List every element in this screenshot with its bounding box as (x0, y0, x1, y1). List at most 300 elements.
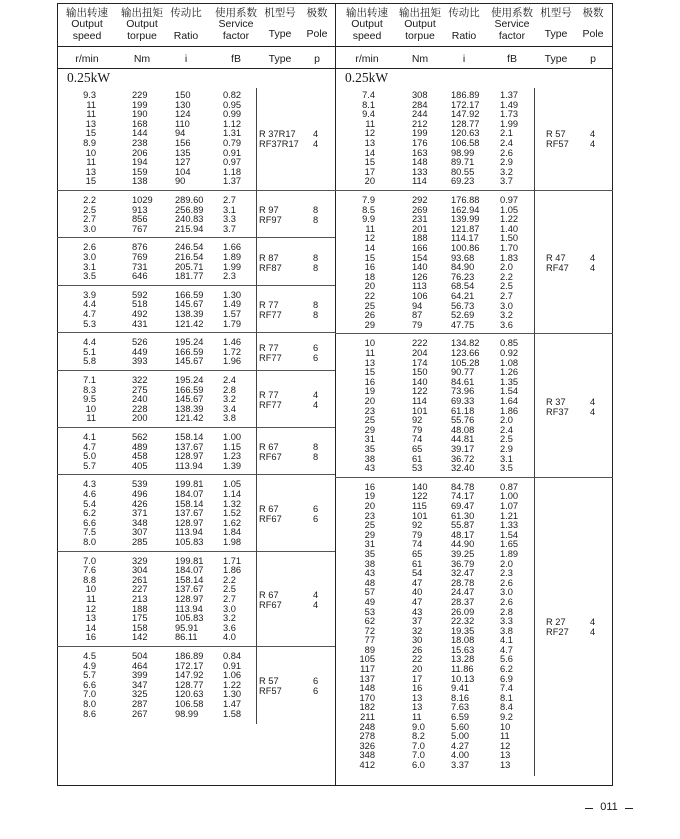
speed-cell: 18 (364, 271, 375, 282)
group-separator (57, 474, 335, 475)
speed-cell: 17 (364, 166, 375, 177)
table-row (0, 723, 680, 733)
factor-cell: 2.9 (500, 443, 513, 454)
ratio-cell: 120.63 (175, 689, 204, 700)
factor-cell: 2.6 (500, 596, 513, 607)
factor-cell: 1.70 (500, 242, 519, 253)
factor-cell: 4.1 (500, 635, 513, 646)
ratio-cell: 128.97 (175, 451, 204, 462)
factor-cell: 2.8 (500, 606, 513, 617)
type-label: RF27 (546, 626, 569, 637)
ratio-cell: 69.33 (451, 395, 475, 406)
table-row (0, 488, 680, 502)
type-label: R 67 (259, 589, 279, 600)
table-row (0, 498, 680, 512)
factor-cell: 2.0 (500, 262, 513, 273)
factor-cell: 3.7 (500, 176, 513, 187)
torque-cell: 856 (132, 214, 148, 225)
speed-cell: 3.5 (83, 271, 96, 282)
torque-cell: 646 (132, 271, 148, 282)
speed-cell: 29 (364, 424, 375, 435)
ratio-cell: 44.90 (451, 539, 475, 550)
table-row (0, 455, 680, 465)
speed-cell: 15 (364, 252, 375, 263)
torque-cell: 140 (412, 376, 428, 387)
ratio-cell: 4.00 (451, 750, 470, 761)
torque-cell: 426 (132, 498, 148, 509)
speed-cell: 278 (359, 731, 375, 742)
torque-cell: 17 (412, 673, 423, 684)
torque-cell: 204 (412, 347, 428, 358)
table-row (0, 196, 680, 206)
factor-cell: 1.37 (223, 176, 242, 187)
torque-cell: 188 (132, 603, 148, 614)
table-row (0, 432, 680, 445)
factor-cell: 1.99 (500, 118, 519, 129)
torque-cell: 194 (132, 157, 148, 168)
factor-cell: 10 (500, 721, 511, 732)
type-label: R 47 (546, 253, 566, 264)
ratio-cell: 26.09 (451, 606, 475, 617)
table-row (0, 732, 680, 742)
torque-cell: 61 (412, 453, 423, 464)
factor-cell: 1.58 (223, 708, 242, 719)
torque-cell: 562 (132, 432, 148, 442)
ratio-cell: 145.67 (175, 299, 204, 310)
factor-cell: 0.91 (223, 660, 242, 671)
factor-cell: 13 (500, 750, 511, 761)
torque-cell: 174 (412, 357, 428, 368)
speed-cell: 248 (359, 721, 375, 732)
speed-cell: 20 (364, 176, 375, 187)
header-en2-0: speed (352, 30, 382, 42)
torque-cell: 176 (412, 137, 428, 148)
table-row (0, 441, 680, 455)
torque-cell: 240 (132, 394, 148, 405)
header-unit-0: r/min (75, 53, 99, 65)
factor-cell: 3.4 (223, 403, 236, 414)
pole-label: 4 (590, 406, 596, 417)
speed-cell: 8.5 (362, 204, 375, 215)
speed-cell: 2.2 (83, 195, 96, 205)
factor-cell: 1.79 (223, 318, 242, 329)
table-row (0, 636, 680, 646)
speed-cell: 7.6 (83, 565, 96, 576)
factor-cell: 1.83 (500, 252, 519, 263)
torque-cell: 106 (412, 290, 428, 301)
ratio-cell: 9.41 (451, 683, 470, 694)
table-row (0, 627, 680, 637)
ratio-cell: 74.17 (451, 491, 475, 502)
speed-cell: 14 (364, 147, 375, 158)
header-cn-5: 极数 (582, 7, 604, 19)
torque-cell: 37 (412, 616, 423, 627)
pole-label: 6 (313, 504, 319, 514)
speed-cell: 5.7 (83, 460, 96, 471)
speed-cell: 23 (364, 510, 375, 521)
speed-cell: 13 (85, 613, 96, 624)
factor-cell: 3.2 (223, 394, 236, 405)
ratio-cell: 256.89 (175, 204, 204, 215)
ratio-cell: 36.72 (451, 453, 475, 464)
ratio-cell: 134.82 (451, 338, 480, 349)
factor-cell: 0.82 (223, 90, 242, 100)
torque-cell: 150 (412, 367, 428, 378)
speed-cell: 23 (364, 405, 375, 416)
ratio-cell: 186.89 (451, 90, 480, 100)
speed-cell: 13 (364, 357, 375, 368)
ratio-cell: 98.99 (175, 708, 199, 719)
torque-cell: 47 (412, 577, 423, 588)
ratio-cell: 73.96 (451, 386, 475, 397)
right-group (0, 196, 680, 330)
torque-cell: 92 (412, 415, 423, 426)
speed-cell: 8.9 (83, 137, 96, 148)
ratio-cell: 93.68 (451, 252, 475, 263)
speed-cell: 10 (364, 338, 375, 349)
torque-cell: 113 (412, 281, 427, 292)
torque-cell: 79 (412, 529, 423, 540)
header-cn-0: 输出转速 (66, 7, 108, 19)
factor-cell: 1.35 (500, 376, 519, 387)
torque-cell: 158 (132, 622, 148, 633)
factor-cell: 6.9 (500, 673, 513, 684)
type-label: R 27 (546, 616, 566, 627)
torque-cell: 307 (132, 527, 148, 538)
speed-cell: 148 (359, 683, 375, 694)
speed-cell: 105 (359, 654, 375, 665)
type-label: RF77 (259, 400, 282, 410)
header-unit-1: Nm (411, 53, 429, 65)
ratio-cell: 95.91 (175, 622, 199, 633)
speed-cell: 10 (85, 147, 96, 158)
torque-cell: 231 (412, 214, 428, 225)
speed-cell: 15 (364, 367, 375, 378)
factor-cell: 3.2 (500, 310, 513, 321)
speed-cell: 7.0 (83, 555, 96, 566)
ratio-cell: 47.75 (451, 319, 475, 330)
factor-cell: 1.49 (223, 299, 242, 310)
ratio-cell: 172.17 (451, 99, 480, 110)
units-rule (57, 68, 335, 69)
header-en2-3: factor (222, 30, 250, 42)
torque-cell: 304 (132, 565, 148, 576)
ratio-cell: 166.59 (175, 346, 204, 357)
pole-label: 8 (313, 300, 319, 310)
speed-cell: 9.9 (362, 214, 375, 225)
pole-label: 4 (313, 139, 319, 149)
torque-cell: 431 (132, 318, 148, 329)
pole-label: 4 (313, 599, 319, 610)
speed-cell: 35 (364, 548, 375, 559)
ratio-cell: 28.78 (451, 577, 475, 588)
torque-cell: 65 (412, 548, 423, 559)
factor-cell: 0.99 (223, 109, 242, 120)
factor-cell: 2.5 (500, 434, 513, 445)
left-section-title: 0.25kW (67, 70, 111, 85)
header-cn-0: 输出转速 (346, 7, 388, 19)
header-cn-3: 使用系数 (491, 7, 533, 19)
speed-cell: 8.0 (83, 698, 96, 709)
factor-cell: 3.5 (500, 463, 513, 474)
header-unit-5: p (590, 53, 596, 65)
ratio-cell: 22.32 (451, 616, 475, 627)
ratio-cell: 139.99 (451, 214, 480, 225)
pole-label: 4 (590, 253, 596, 264)
header-cn-1: 输出扭矩 (399, 7, 441, 19)
torque-cell: 7.0 (412, 740, 425, 751)
ratio-cell: 39.17 (451, 443, 475, 454)
ratio-cell: 184.07 (175, 488, 204, 499)
factor-cell: 1.54 (500, 529, 519, 540)
ratio-cell: 55.76 (451, 415, 475, 426)
speed-cell: 25 (364, 520, 375, 531)
header-cn-2: 传动比 (448, 7, 480, 19)
factor-cell: 2.2 (500, 271, 513, 282)
factor-cell: 1.40 (500, 223, 519, 234)
torque-cell: 79 (412, 424, 423, 435)
table-row (0, 384, 680, 397)
table-row (0, 665, 680, 675)
speed-cell: 22 (364, 290, 375, 301)
page-number: 011 (600, 801, 618, 813)
torque-cell: 285 (132, 536, 148, 547)
torque-cell: 244 (412, 109, 428, 120)
factor-cell: 2.1 (500, 128, 513, 139)
ratio-cell: 104 (175, 166, 191, 177)
speed-cell: 10 (85, 403, 96, 414)
torque-cell: 13 (412, 692, 423, 703)
table-row (0, 308, 680, 321)
torque-cell: 200 (132, 413, 148, 424)
ratio-cell: 124 (175, 109, 191, 120)
type-label: RF37R17 (259, 139, 299, 149)
table-row (0, 426, 680, 436)
torque-cell: 347 (132, 679, 148, 690)
header-unit-1: Nm (133, 53, 151, 65)
ratio-cell: 32.40 (451, 463, 475, 474)
speed-cell: 11 (365, 347, 375, 358)
factor-cell: 2.0 (500, 415, 513, 426)
torque-cell: 393 (132, 356, 148, 367)
group-separator (335, 477, 613, 478)
header-en1-0: Output (71, 18, 103, 30)
factor-cell: 11 (500, 731, 510, 742)
header-unit-0: r/min (355, 53, 379, 65)
ratio-cell: 114.17 (451, 233, 479, 244)
header-en2-2: Ratio (451, 30, 477, 42)
factor-cell: 1.65 (500, 539, 519, 550)
type-column-rule (534, 88, 535, 776)
header-en2-4: Type (544, 28, 568, 40)
factor-cell: 1.71 (223, 555, 242, 566)
speed-cell: 38 (364, 558, 375, 569)
speed-cell: 11 (86, 593, 96, 604)
type-label: R 67 (259, 442, 279, 453)
speed-cell: 182 (359, 702, 375, 713)
torque-cell: 261 (132, 574, 148, 585)
torque-cell: 8.2 (412, 731, 425, 742)
torque-cell: 114 (412, 176, 427, 187)
speed-cell: 8.1 (362, 99, 375, 110)
factor-cell: 1.39 (223, 460, 242, 471)
ratio-cell: 186.89 (175, 651, 204, 661)
speed-cell: 12 (364, 233, 375, 244)
table-row (0, 244, 680, 254)
factor-cell: 3.2 (223, 613, 236, 624)
factor-cell: 1.33 (500, 520, 519, 531)
ratio-cell: 64.21 (451, 290, 475, 301)
ratio-cell: 137.67 (175, 584, 204, 595)
factor-cell: 1.66 (223, 242, 242, 253)
speed-cell: 137 (359, 673, 375, 684)
table-row (0, 263, 680, 273)
torque-cell: 87 (412, 310, 423, 321)
ratio-cell: 61.18 (451, 405, 475, 416)
right-section-title: 0.25kW (345, 70, 389, 85)
torque-cell: 238 (132, 137, 148, 148)
factor-cell: 1.72 (223, 346, 242, 357)
torque-cell: 371 (132, 508, 148, 519)
torque-cell: 308 (412, 90, 428, 100)
ratio-cell: 156 (175, 137, 191, 148)
pole-label: 8 (313, 452, 319, 463)
table-row (0, 512, 680, 522)
torque-cell: 47 (412, 596, 423, 607)
torque-cell: 30 (412, 635, 423, 646)
pole-label: 8 (313, 215, 319, 226)
ratio-cell: 100.86 (451, 242, 480, 253)
ratio-cell: 8.16 (451, 692, 470, 703)
table-row (0, 694, 680, 704)
torque-cell: 140 (412, 481, 428, 492)
factor-cell: 0.97 (223, 157, 242, 168)
ratio-cell: 128.97 (175, 517, 204, 528)
factor-cell: 3.8 (500, 625, 513, 636)
factor-cell: 0.84 (223, 651, 242, 661)
factor-cell: 1.05 (223, 479, 242, 490)
factor-cell: 6.2 (500, 664, 513, 675)
torque-cell: 115 (412, 500, 427, 511)
torque-cell: 190 (132, 109, 148, 120)
type-label: RF87 (259, 262, 282, 273)
torque-cell: 287 (132, 698, 148, 709)
speed-cell: 7.1 (83, 375, 96, 385)
speed-cell: 19 (364, 386, 375, 397)
speed-cell: 11 (86, 109, 96, 120)
torque-cell: 101 (412, 510, 428, 521)
group-separator (57, 190, 335, 191)
factor-cell: 0.91 (223, 147, 242, 158)
ratio-cell: 68.54 (451, 281, 475, 292)
factor-cell: 1.31 (223, 128, 242, 139)
header-en2-0: speed (72, 30, 102, 42)
factor-cell: 1.22 (223, 679, 242, 690)
ratio-cell: 69.47 (451, 500, 475, 511)
factor-cell: 3.2 (500, 166, 513, 177)
speed-cell: 5.8 (83, 356, 96, 367)
ratio-cell: 138.39 (175, 308, 204, 319)
factor-cell: 1.89 (500, 548, 519, 559)
speed-cell: 11 (86, 99, 96, 110)
speed-cell: 16 (364, 262, 375, 273)
speed-cell: 29 (364, 319, 375, 330)
factor-cell: 13 (500, 760, 511, 771)
ratio-cell: 113.94 (175, 527, 203, 538)
factor-cell: 7.4 (500, 683, 513, 694)
factor-cell: 1.26 (500, 367, 519, 378)
ratio-cell: 105.83 (175, 536, 204, 547)
ratio-cell: 145.67 (175, 394, 204, 405)
torque-cell: 275 (132, 384, 148, 395)
torque-cell: 133 (412, 166, 428, 177)
factor-cell: 2.8 (223, 384, 236, 395)
speed-cell: 31 (364, 539, 375, 550)
header-en1-1: Output (404, 18, 436, 30)
factor-cell: 3.1 (500, 453, 513, 464)
factor-cell: 1.46 (223, 337, 242, 348)
speed-cell: 4.1 (83, 432, 96, 442)
ratio-cell: 76.23 (451, 271, 475, 282)
factor-cell: 0.92 (500, 347, 519, 358)
header-en2-1: torpue (127, 30, 157, 42)
table-row (0, 339, 680, 349)
speed-cell: 10 (85, 584, 96, 595)
ratio-cell: 113.94 (175, 460, 203, 471)
table-row (0, 225, 680, 235)
torque-cell: 175 (132, 613, 148, 624)
speed-cell: 3.0 (83, 251, 96, 262)
table-row (0, 289, 680, 302)
ratio-cell: 195.24 (175, 375, 204, 385)
pole-label: 4 (313, 390, 319, 400)
speed-cell: 16 (85, 632, 96, 643)
factor-cell: 2.0 (500, 558, 513, 569)
type-label: R 87 (259, 252, 279, 263)
torque-cell: 201 (412, 223, 428, 234)
group-separator (57, 332, 335, 333)
type-label: RF67 (259, 599, 282, 610)
pole-label: 4 (590, 396, 596, 407)
torque-cell: 199 (412, 128, 428, 139)
factor-cell: 3.1 (223, 204, 236, 215)
speed-cell: 20 (364, 500, 375, 511)
ratio-cell: 105.28 (451, 357, 480, 368)
torque-cell: 876 (132, 242, 148, 253)
torque-cell: 229 (132, 90, 148, 100)
table-row (0, 483, 680, 493)
factor-cell: 2.5 (500, 281, 513, 292)
table-row (0, 598, 680, 608)
factor-cell: 3.0 (500, 300, 513, 311)
torque-cell: 348 (132, 517, 148, 528)
ratio-cell: 240.83 (175, 214, 204, 225)
pole-label: 6 (313, 675, 319, 686)
pole-label: 6 (313, 685, 319, 696)
pole-label: 6 (313, 342, 319, 353)
table-row (0, 206, 680, 216)
table-row (0, 273, 680, 283)
factor-cell: 8.1 (500, 692, 513, 703)
ratio-cell: 11.86 (451, 664, 474, 675)
ratio-cell: 105.83 (175, 613, 204, 624)
speed-cell: 14 (85, 622, 96, 633)
table-row (0, 761, 680, 771)
speed-cell: 49 (364, 596, 375, 607)
pole-label: 6 (313, 352, 319, 363)
type-label: R 37R17 (259, 129, 296, 139)
torque-cell: 769 (132, 251, 148, 262)
